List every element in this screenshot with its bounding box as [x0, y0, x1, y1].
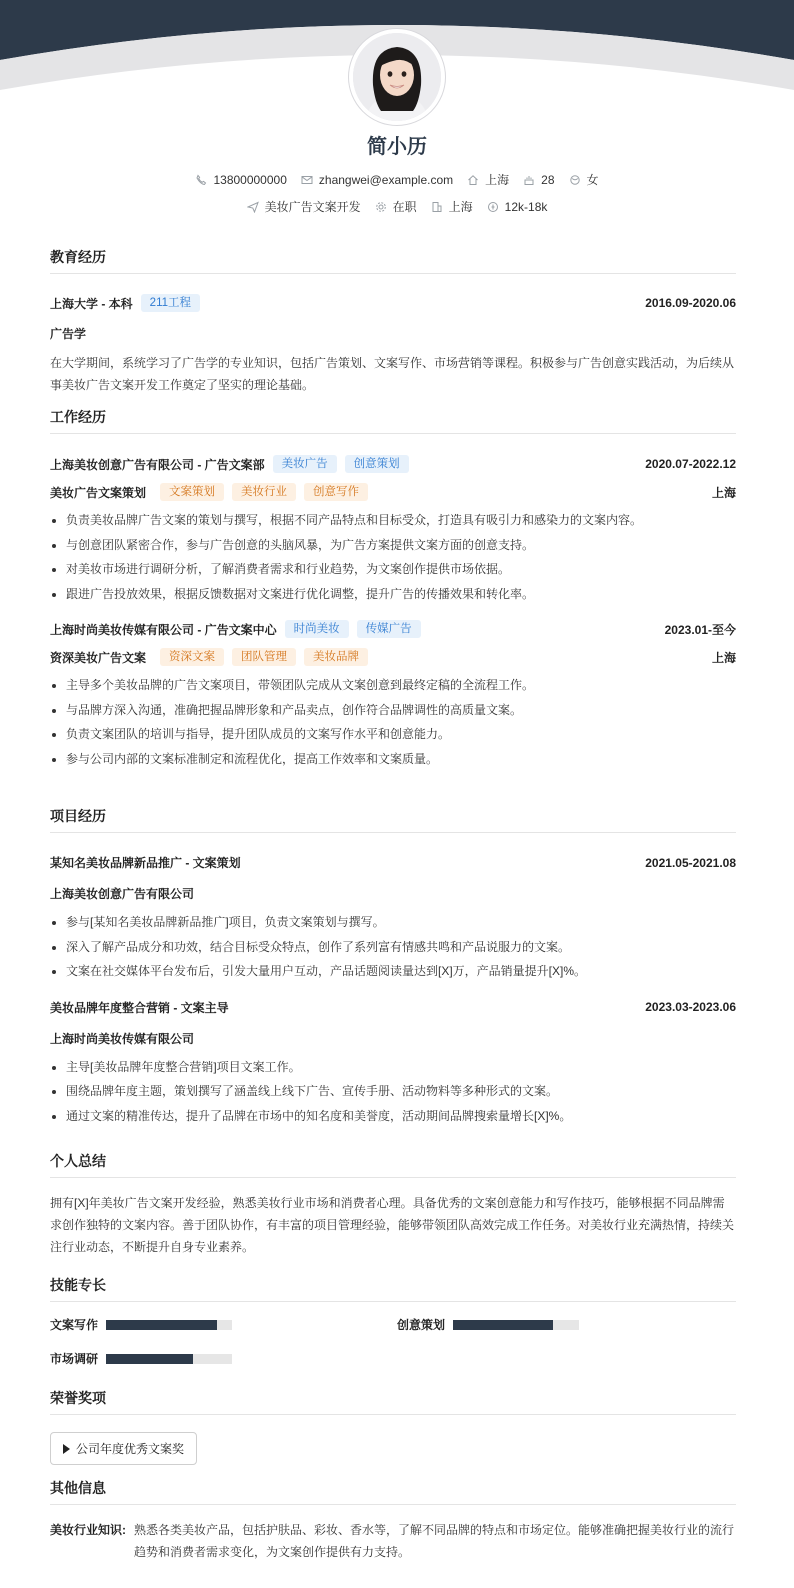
home-icon: [467, 174, 479, 186]
work-date: 2020.07-2022.12: [645, 457, 736, 471]
projects-section: [50, 806, 736, 1128]
role-name: 美妆广告文案策划: [50, 485, 147, 500]
role-tag: 创意写作: [304, 483, 368, 501]
company-tag: 时尚美妆: [285, 620, 349, 638]
age-text: 28: [541, 172, 555, 187]
section-title: 项目经历: [50, 806, 736, 833]
email-item: [301, 173, 453, 187]
section-title: 个人总结: [50, 1151, 736, 1178]
contact-row: [0, 171, 794, 188]
send-icon: [247, 201, 259, 213]
company-tag: 传媒广告: [357, 620, 421, 638]
work-role-row: [50, 648, 736, 666]
school-name: 上海大学 - 本科: [50, 296, 133, 311]
play-icon: [63, 1444, 70, 1454]
job-target-text: 美妆广告文案开发: [264, 200, 361, 214]
list-item: 主导[美妆品牌年度整合营销]项目文案工作。: [50, 1055, 736, 1080]
work-date: 2023.01-至今: [664, 622, 736, 637]
project-header: [50, 854, 736, 871]
avatar: [349, 29, 445, 125]
age-item: [523, 173, 554, 187]
list-item: 参与[某知名美妆品牌新品推广]项目，负责文案策划与撰写。: [50, 910, 736, 935]
work-bullets: [50, 508, 736, 606]
list-item: 与创意团队紧密合作，参与广告创意的头脑风暴，为广告方案提供文案方面的创意支持。: [50, 533, 736, 558]
city-item: [467, 171, 509, 188]
skill-bar-fill: [106, 1320, 217, 1330]
skill-bar: [106, 1354, 232, 1364]
skill-name: 创意策划: [397, 1318, 446, 1332]
summary-section: [50, 1151, 736, 1258]
major: 广告学: [50, 327, 87, 341]
list-item: 跟进广告投放效果，根据反馈数据对文案进行优化调整，提升广告的传播效果和转化率。: [50, 582, 736, 607]
company-name: 上海时尚美妆传媒有限公司 - 广告文案中心: [50, 622, 277, 637]
job-intent-row: [0, 198, 794, 215]
skill-item: [397, 1316, 579, 1333]
list-item: 通过文案的精准传达，提升了品牌在市场中的知名度和美誉度，活动期间品牌搜索量增长[X]%。: [50, 1104, 736, 1129]
other-text-line: 趋势和消费者需求变化，为文案创作提供有力支持。: [134, 1545, 411, 1559]
project-org: 上海美妆创意广告有限公司: [50, 887, 195, 901]
gender-item: [569, 171, 599, 188]
mail-icon: [301, 174, 313, 186]
company-tag: 美妆广告: [273, 455, 337, 473]
gear-icon: [375, 201, 387, 213]
skill-item: [50, 1316, 232, 1333]
education-date: 2016.09-2020.06: [645, 296, 736, 310]
project-name: 美妆品牌年度整合营销 - 文案主导: [50, 1000, 229, 1015]
list-item: 文案在社交媒体平台发布后，引发大量用户互动，产品话题阅读量达到[X]万，产品销量提升[X]%。: [50, 959, 736, 984]
project-bullets: [50, 1055, 736, 1129]
education-section: [50, 247, 736, 396]
summary-text: 拥有[X]年美妆广告文案开发经验，熟悉美妆行业市场和消费者心理。具备优秀的文案创意能力和写作技巧，能够根据不同品牌需求创作独特的文案内容。善于团队协作，有丰富的项目管理经验，能够带领团队高效完成工作任务。对美妆行业充满热情，持续关注行业动态，不断提升自身专业素养。: [50, 1196, 735, 1254]
building-icon: [431, 201, 443, 213]
section-title: 技能专长: [50, 1275, 736, 1302]
awards-section: [50, 1388, 736, 1465]
skill-bar-fill: [106, 1354, 193, 1364]
list-item: 围绕品牌年度主题，策划撰写了涵盖线上线下广告、宣传手册、活动物料等多种形式的文案。: [50, 1079, 736, 1104]
gender-text: 女: [586, 173, 599, 187]
list-item: 与品牌方深入沟通，准确把握品牌形象和产品卖点，创作符合品牌调性的高质量文案。: [50, 698, 736, 723]
role-tag: 美妆行业: [232, 483, 296, 501]
work-location: 上海: [711, 485, 736, 500]
list-item: 负责美妆品牌广告文案的策划与撰写，根据不同产品特点和目标受众，打造具有吸引力和感染力的文案内容。: [50, 508, 736, 533]
salary-item: [487, 200, 548, 214]
phone-text: 13800000000: [213, 172, 287, 187]
work-role-row: [50, 483, 736, 501]
other-label: 美妆行业知识:: [50, 1523, 126, 1537]
company-tag: 创意策划: [345, 455, 409, 473]
target-city-text: 上海: [448, 200, 473, 214]
list-item: 参与公司内部的文案标准制定和流程优化，提高工作效率和文案质量。: [50, 747, 736, 772]
coin-icon: [487, 201, 499, 213]
company-name: 上海美妆创意广告有限公司 - 广告文案部: [50, 457, 265, 472]
candidate-name: 简小历: [367, 136, 427, 158]
status-text: 在职: [392, 200, 417, 214]
email-text: zhangwei@example.com: [318, 172, 454, 187]
skill-bar: [453, 1320, 579, 1330]
job-target-item: [247, 198, 361, 215]
work-bullets: [50, 673, 736, 771]
list-item: 深入了解产品成分和功效，结合目标受众特点，创作了系列富有情感共鸣和产品说服力的文案。: [50, 935, 736, 960]
other-section: [50, 1478, 736, 1563]
skill-name: 市场调研: [50, 1352, 99, 1366]
section-title: 其他信息: [50, 1478, 736, 1505]
education-desc: 在大学期间，系统学习了广告学的专业知识，包括广告策划、文案写作、市场营销等课程。积极参与广告创意实践活动，为后续从事美妆广告文案开发工作奠定了坚实的理论基础。: [50, 356, 735, 392]
school-tag: 211工程: [141, 294, 200, 312]
section-title: 工作经历: [50, 407, 736, 434]
project-org: 上海时尚美妆传媒有限公司: [50, 1031, 195, 1046]
skill-name: 文案写作: [50, 1318, 99, 1332]
award-label: 公司年度优秀文案奖: [76, 1442, 185, 1456]
target-city-item: [431, 198, 473, 215]
city-text: 上海: [485, 173, 510, 187]
skill-bar-fill: [453, 1320, 553, 1330]
work-item-header: [50, 620, 736, 638]
role-tag: 团队管理: [232, 648, 296, 666]
status-item: [375, 198, 417, 215]
cake-icon: [523, 174, 535, 186]
role-tag: 美妆品牌: [304, 648, 368, 666]
section-title: 教育经历: [50, 247, 736, 274]
project-bullets: [50, 910, 736, 984]
skill-item: [50, 1350, 232, 1367]
skills-section: [50, 1275, 736, 1302]
list-item: 负责文案团队的培训与指导，提升团队成员的文案写作水平和创意能力。: [50, 722, 736, 747]
salary-text: 12k-18k: [504, 199, 548, 214]
role-tag: 文案策划: [160, 483, 224, 501]
role-name: 资深美妆广告文案: [50, 650, 147, 665]
project-date: 2021.05-2021.08: [645, 855, 736, 870]
work-section: [50, 407, 736, 771]
project-name: 某知名美妆品牌新品推广 - 文案策划: [50, 856, 241, 870]
award-item[interactable]: [50, 1432, 197, 1465]
phone-item: [195, 173, 286, 187]
list-item: 对美妆市场进行调研分析，了解消费者需求和行业趋势，为文案创作提供市场依据。: [50, 557, 736, 582]
education-header: [50, 294, 736, 312]
other-text-line: 熟悉各类美妆产品，包括护肤品、彩妆、香水等，了解不同品牌的特点和市场定位。能够准确把握美妆行业的流行: [134, 1523, 735, 1537]
work-item-header: [50, 455, 736, 473]
project-date: 2023.03-2023.06: [645, 1000, 736, 1014]
project-header: [50, 999, 736, 1016]
phone-icon: [195, 174, 207, 186]
list-item: 主导多个美妆品牌的广告文案项目，带领团队完成从文案创意到最终定稿的全流程工作。: [50, 673, 736, 698]
skill-bar: [106, 1320, 232, 1330]
work-location: 上海: [711, 650, 736, 665]
other-info-row: [50, 1519, 736, 1563]
role-tag: 资深文案: [160, 648, 224, 666]
gender-icon: [569, 174, 581, 186]
section-title: 荣誉奖项: [50, 1388, 736, 1415]
